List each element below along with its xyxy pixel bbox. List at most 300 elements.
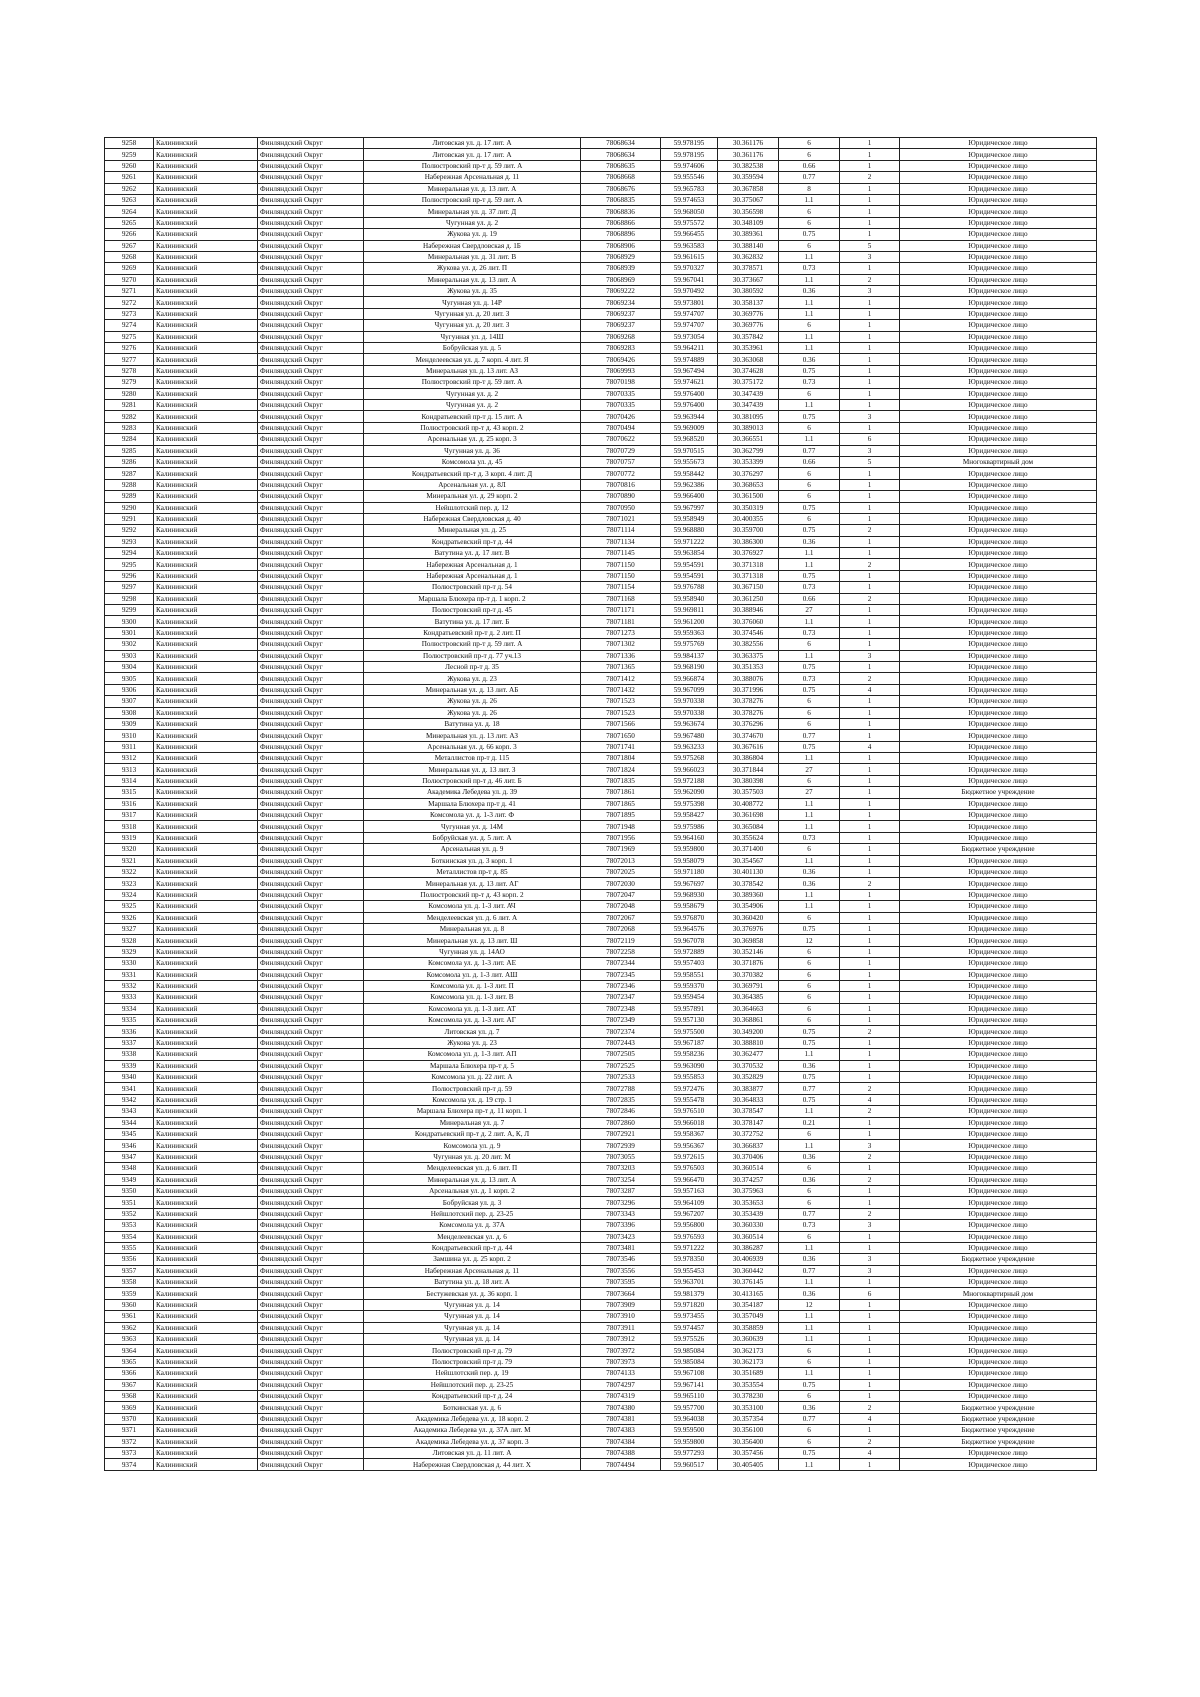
table-row [105, 1151, 1097, 1162]
row-number-cell: 9325 [105, 901, 154, 912]
value-cell: 0.36 [779, 1254, 840, 1265]
table-row [105, 263, 1097, 274]
address-cell: Комсомола ул. д. 1-3 лит. АЧ [364, 901, 581, 912]
longitude-cell: 30.375172 [718, 377, 779, 388]
row-number-cell: 9312 [105, 753, 154, 764]
row-number-cell: 9264 [105, 206, 154, 217]
latitude-cell: 59.973455 [661, 1311, 718, 1322]
latitude-cell: 59.964576 [661, 923, 718, 934]
value-cell: 0.36 [779, 1174, 840, 1185]
code-cell: 78073055 [581, 1151, 661, 1162]
address-cell: Жукова ул. д. 19 [364, 229, 581, 240]
code-cell: 78072048 [581, 901, 661, 912]
latitude-cell: 59.962386 [661, 479, 718, 490]
okrug-cell: Финляндский Округ [258, 1220, 364, 1231]
district-cell: Калининский [154, 1311, 258, 1322]
district-cell: Калининский [154, 491, 258, 502]
okrug-cell: Финляндский Округ [258, 1277, 364, 1288]
district-cell: Калининский [154, 1254, 258, 1265]
code-cell: 78070729 [581, 445, 661, 456]
okrug-cell: Финляндский Округ [258, 935, 364, 946]
latitude-cell: 59.972889 [661, 946, 718, 957]
count-cell: 2 [840, 559, 900, 570]
count-cell: 1 [840, 194, 900, 205]
count-cell: 1 [840, 320, 900, 331]
latitude-cell: 59.958949 [661, 513, 718, 524]
okrug-cell: Финляндский Округ [258, 194, 364, 205]
latitude-cell: 59.975769 [661, 639, 718, 650]
table-row [105, 980, 1097, 991]
district-cell: Калининский [154, 901, 258, 912]
address-cell: Комсомола ул. д. 19 стр. 1 [364, 1094, 581, 1105]
value-cell: 6 [779, 1425, 840, 1436]
row-number-cell: 9360 [105, 1299, 154, 1310]
address-cell: Комсомола ул. д. 1-3 лит. АГ [364, 1015, 581, 1026]
okrug-cell: Финляндский Округ [258, 787, 364, 798]
latitude-cell: 59.954591 [661, 559, 718, 570]
table-row [105, 1208, 1097, 1219]
count-cell: 2 [840, 1208, 900, 1219]
table-row [105, 1128, 1097, 1139]
address-cell: Полюстровский пр-т д. 43 корп. 2 [364, 422, 581, 433]
latitude-cell: 59.962090 [661, 787, 718, 798]
latitude-cell: 59.966455 [661, 229, 718, 240]
longitude-cell: 30.388140 [718, 240, 779, 251]
longitude-cell: 30.378147 [718, 1117, 779, 1128]
district-cell: Калининский [154, 1425, 258, 1436]
table-row [105, 491, 1097, 502]
code-cell: 78071168 [581, 593, 661, 604]
latitude-cell: 59.958427 [661, 810, 718, 821]
longitude-cell: 30.372752 [718, 1128, 779, 1139]
row-number-cell: 9273 [105, 308, 154, 319]
latitude-cell: 59.970338 [661, 707, 718, 718]
district-cell: Калининский [154, 1390, 258, 1401]
code-cell: 78071969 [581, 844, 661, 855]
row-number-cell: 9372 [105, 1436, 154, 1447]
row-number-cell: 9342 [105, 1094, 154, 1105]
row-number-cell: 9343 [105, 1106, 154, 1117]
district-cell: Калининский [154, 1128, 258, 1139]
okrug-cell: Финляндский Округ [258, 593, 364, 604]
table-row [105, 365, 1097, 376]
district-cell: Калининский [154, 422, 258, 433]
count-cell: 1 [840, 1128, 900, 1139]
value-cell: 0.73 [779, 377, 840, 388]
address-cell: Бестужевская ул. д. 36 корп. 1 [364, 1288, 581, 1299]
district-cell: Калининский [154, 741, 258, 752]
address-cell: Жукова ул. д. 26 [364, 696, 581, 707]
code-cell: 78071114 [581, 525, 661, 536]
count-cell: 2 [840, 274, 900, 285]
value-cell: 6 [779, 1185, 840, 1196]
value-cell: 0.75 [779, 1379, 840, 1390]
okrug-cell: Финляндский Округ [258, 764, 364, 775]
district-cell: Калининский [154, 479, 258, 490]
longitude-cell: 30.361698 [718, 810, 779, 821]
count-cell: 3 [840, 1265, 900, 1276]
latitude-cell: 59.976593 [661, 1231, 718, 1242]
table-row [105, 1015, 1097, 1026]
address-cell: Лесной пр-т д. 35 [364, 661, 581, 672]
address-cell: Арсенальная ул. д. 66 корп. 3 [364, 741, 581, 752]
category-cell: Юридическое лицо [900, 1390, 1097, 1401]
row-number-cell: 9310 [105, 730, 154, 741]
district-cell: Калининский [154, 1163, 258, 1174]
count-cell: 1 [840, 980, 900, 991]
code-cell: 78068635 [581, 160, 661, 171]
latitude-cell: 59.974889 [661, 354, 718, 365]
address-cell: Минеральная ул. д. 13 лит. АБ [364, 684, 581, 695]
category-cell: Юридическое лицо [900, 479, 1097, 490]
district-cell: Калининский [154, 365, 258, 376]
okrug-cell: Финляндский Округ [258, 1254, 364, 1265]
code-cell: 78069426 [581, 354, 661, 365]
table-row [105, 1334, 1097, 1345]
value-cell: 12 [779, 935, 840, 946]
value-cell: 1.1 [779, 343, 840, 354]
row-number-cell: 9290 [105, 502, 154, 513]
count-cell: 2 [840, 1026, 900, 1037]
row-number-cell: 9347 [105, 1151, 154, 1162]
district-cell: Калининский [154, 263, 258, 274]
latitude-cell: 59.967207 [661, 1208, 718, 1219]
longitude-cell: 30.367150 [718, 582, 779, 593]
row-number-cell: 9275 [105, 331, 154, 342]
district-cell: Калининский [154, 320, 258, 331]
latitude-cell: 59.959370 [661, 980, 718, 991]
okrug-cell: Финляндский Округ [258, 160, 364, 171]
count-cell: 3 [840, 445, 900, 456]
district-cell: Калининский [154, 1208, 258, 1219]
district-cell: Калининский [154, 1094, 258, 1105]
okrug-cell: Финляндский Округ [258, 1356, 364, 1367]
table-row [105, 923, 1097, 934]
value-cell: 0.75 [779, 1026, 840, 1037]
row-number-cell: 9371 [105, 1425, 154, 1436]
longitude-cell: 30.386300 [718, 536, 779, 547]
code-cell: 78073396 [581, 1220, 661, 1231]
address-cell: Ватутина ул. д. 18 [364, 718, 581, 729]
category-cell: Бюджетное учреждение [900, 1436, 1097, 1447]
district-cell: Калининский [154, 958, 258, 969]
okrug-cell: Финляндский Округ [258, 889, 364, 900]
value-cell: 8 [779, 183, 840, 194]
category-cell: Юридическое лицо [900, 867, 1097, 878]
value-cell: 6 [779, 1128, 840, 1139]
latitude-cell: 59.961200 [661, 616, 718, 627]
row-number-cell: 9270 [105, 274, 154, 285]
row-number-cell: 9348 [105, 1163, 154, 1174]
code-cell: 78072346 [581, 980, 661, 991]
value-cell: 0.77 [779, 172, 840, 183]
table-row [105, 730, 1097, 741]
okrug-cell: Финляндский Округ [258, 650, 364, 661]
longitude-cell: 30.347439 [718, 399, 779, 410]
district-cell: Калининский [154, 1402, 258, 1413]
code-cell: 78070622 [581, 434, 661, 445]
count-cell: 2 [840, 1151, 900, 1162]
code-cell: 78072067 [581, 912, 661, 923]
district-cell: Калининский [154, 1413, 258, 1424]
district-cell: Калининский [154, 582, 258, 593]
code-cell: 78072344 [581, 958, 661, 969]
table-row [105, 1322, 1097, 1333]
okrug-cell: Финляндский Округ [258, 821, 364, 832]
value-cell: 6 [779, 1231, 840, 1242]
latitude-cell: 59.966018 [661, 1117, 718, 1128]
category-cell: Юридическое лицо [900, 582, 1097, 593]
count-cell: 1 [840, 935, 900, 946]
district-cell: Калининский [154, 149, 258, 160]
category-cell: Юридическое лицо [900, 286, 1097, 297]
table-row [105, 240, 1097, 251]
value-cell: 6 [779, 844, 840, 855]
latitude-cell: 59.963701 [661, 1277, 718, 1288]
code-cell: 78069993 [581, 365, 661, 376]
code-cell: 78070198 [581, 377, 661, 388]
longitude-cell: 30.353399 [718, 456, 779, 467]
count-cell: 1 [840, 365, 900, 376]
value-cell: 0.77 [779, 1265, 840, 1276]
value-cell: 6 [779, 1436, 840, 1447]
category-cell: Юридическое лицо [900, 946, 1097, 957]
latitude-cell: 59.976870 [661, 912, 718, 923]
code-cell: 78071432 [581, 684, 661, 695]
table-row [105, 969, 1097, 980]
district-cell: Калининский [154, 377, 258, 388]
address-cell: Минеральная ул. д. 13 лит. АГ [364, 878, 581, 889]
value-cell: 27 [779, 787, 840, 798]
district-cell: Калининский [154, 343, 258, 354]
category-cell: Юридическое лицо [900, 616, 1097, 627]
latitude-cell: 59.976788 [661, 582, 718, 593]
address-cell: Ватутина ул. д. 17 лит. В [364, 548, 581, 559]
code-cell: 78069237 [581, 308, 661, 319]
district-cell: Калининский [154, 172, 258, 183]
value-cell: 1.1 [779, 1242, 840, 1253]
code-cell: 78072939 [581, 1140, 661, 1151]
code-cell: 78074319 [581, 1390, 661, 1401]
row-number-cell: 9345 [105, 1128, 154, 1139]
value-cell: 1.1 [779, 901, 840, 912]
row-number-cell: 9315 [105, 787, 154, 798]
row-number-cell: 9336 [105, 1026, 154, 1037]
count-cell: 1 [840, 787, 900, 798]
table-row [105, 1106, 1097, 1117]
value-cell: 0.75 [779, 365, 840, 376]
longitude-cell: 30.376060 [718, 616, 779, 627]
address-cell: Полюстровский пр-т д. 59 лит. А [364, 377, 581, 388]
count-cell: 3 [840, 1220, 900, 1231]
okrug-cell: Финляндский Округ [258, 616, 364, 627]
address-cell: Минеральная ул. д. 13 лит. А [364, 1174, 581, 1185]
code-cell: 78072349 [581, 1015, 661, 1026]
district-cell: Калининский [154, 627, 258, 638]
longitude-cell: 30.373667 [718, 274, 779, 285]
address-cell: Комсомола ул. д. 22 лит. А [364, 1072, 581, 1083]
district-cell: Калининский [154, 684, 258, 695]
address-cell: Чугунная ул. д. 2 [364, 217, 581, 228]
longitude-cell: 30.371996 [718, 684, 779, 695]
table-row [105, 354, 1097, 365]
category-cell: Юридическое лицо [900, 229, 1097, 240]
longitude-cell: 30.353554 [718, 1379, 779, 1390]
address-cell: Комсомола ул. д. 1-3 лит. АЕ [364, 958, 581, 969]
district-cell: Калининский [154, 286, 258, 297]
table-row [105, 810, 1097, 821]
okrug-cell: Финляндский Округ [258, 992, 364, 1003]
district-cell: Калининский [154, 605, 258, 616]
value-cell: 0.36 [779, 536, 840, 547]
latitude-cell: 59.964038 [661, 1413, 718, 1424]
table-row [105, 605, 1097, 616]
address-cell: Жукова ул. д. 35 [364, 286, 581, 297]
latitude-cell: 59.968190 [661, 661, 718, 672]
table-row [105, 297, 1097, 308]
address-cell: Нейшлотский пер. д. 19 [364, 1368, 581, 1379]
table-row [105, 388, 1097, 399]
table-row [105, 707, 1097, 718]
code-cell: 78073203 [581, 1163, 661, 1174]
address-cell: Полюстровский пр-т д. 46 лит. Б [364, 775, 581, 786]
okrug-cell: Финляндский Округ [258, 183, 364, 194]
value-cell: 6 [779, 320, 840, 331]
code-cell: 78068906 [581, 240, 661, 251]
table-row [105, 172, 1097, 183]
row-number-cell: 9291 [105, 513, 154, 524]
address-cell: Минеральная ул. д. 13 лит. З [364, 764, 581, 775]
table-row [105, 1197, 1097, 1208]
code-cell: 78068929 [581, 251, 661, 262]
code-cell: 78070494 [581, 422, 661, 433]
code-cell: 78068939 [581, 263, 661, 274]
address-cell: Комсомола ул. д. 1-3 лит. П [364, 980, 581, 991]
table-row [105, 331, 1097, 342]
count-cell: 1 [840, 810, 900, 821]
value-cell: 6 [779, 479, 840, 490]
category-cell: Юридическое лицо [900, 1072, 1097, 1083]
table-row [105, 1356, 1097, 1367]
latitude-cell: 59.964211 [661, 343, 718, 354]
table-row [105, 217, 1097, 228]
code-cell: 78073296 [581, 1197, 661, 1208]
latitude-cell: 59.975268 [661, 753, 718, 764]
row-number-cell: 9337 [105, 1037, 154, 1048]
row-number-cell: 9285 [105, 445, 154, 456]
value-cell: 0.77 [779, 730, 840, 741]
longitude-cell: 30.378230 [718, 1390, 779, 1401]
district-cell: Калининский [154, 1379, 258, 1390]
latitude-cell: 59.958079 [661, 855, 718, 866]
count-cell: 1 [840, 377, 900, 388]
longitude-cell: 30.382538 [718, 160, 779, 171]
okrug-cell: Финляндский Округ [258, 1140, 364, 1151]
table-row [105, 1242, 1097, 1253]
okrug-cell: Финляндский Округ [258, 525, 364, 536]
latitude-cell: 59.965110 [661, 1390, 718, 1401]
address-cell: Чугунная ул. д. 14М [364, 821, 581, 832]
row-number-cell: 9341 [105, 1083, 154, 1094]
code-cell: 78070950 [581, 502, 661, 513]
code-cell: 78072846 [581, 1106, 661, 1117]
table-row [105, 206, 1097, 217]
code-cell: 78072921 [581, 1128, 661, 1139]
table-row [105, 593, 1097, 604]
category-cell: Юридическое лицо [900, 935, 1097, 946]
row-number-cell: 9358 [105, 1277, 154, 1288]
longitude-cell: 30.360514 [718, 1163, 779, 1174]
category-cell: Юридическое лицо [900, 377, 1097, 388]
value-cell: 1.1 [779, 1049, 840, 1060]
row-number-cell: 9316 [105, 798, 154, 809]
category-cell: Юридическое лицо [900, 764, 1097, 775]
category-cell: Юридическое лицо [900, 388, 1097, 399]
count-cell: 1 [840, 1060, 900, 1071]
address-cell: Кондратьевский пр-т д. 44 [364, 1242, 581, 1253]
value-cell: 1.1 [779, 1311, 840, 1322]
district-cell: Калининский [154, 1322, 258, 1333]
longitude-cell: 30.356100 [718, 1425, 779, 1436]
code-cell: 78073972 [581, 1345, 661, 1356]
count-cell: 1 [840, 923, 900, 934]
address-cell: Нейшлотский пер. д. 12 [364, 502, 581, 513]
code-cell: 78069268 [581, 331, 661, 342]
code-cell: 78068896 [581, 229, 661, 240]
row-number-cell: 9302 [105, 639, 154, 650]
value-cell: 1.1 [779, 308, 840, 319]
category-cell: Юридическое лицо [900, 1242, 1097, 1253]
count-cell: 1 [840, 1356, 900, 1367]
okrug-cell: Финляндский Округ [258, 684, 364, 695]
value-cell: 1.1 [779, 650, 840, 661]
address-cell: Бобруйская ул. д. 5 лит. А [364, 832, 581, 843]
okrug-cell: Финляндский Округ [258, 354, 364, 365]
value-cell: 1.1 [779, 1322, 840, 1333]
category-cell: Юридическое лицо [900, 855, 1097, 866]
count-cell: 1 [840, 1277, 900, 1288]
district-cell: Калининский [154, 297, 258, 308]
longitude-cell: 30.350319 [718, 502, 779, 513]
count-cell: 4 [840, 1094, 900, 1105]
count-cell: 1 [840, 798, 900, 809]
code-cell: 78072788 [581, 1083, 661, 1094]
okrug-cell: Финляндский Округ [258, 1128, 364, 1139]
okrug-cell: Финляндский Округ [258, 1299, 364, 1310]
address-cell: Бобруйская ул. д. 5 [364, 343, 581, 354]
okrug-cell: Финляндский Округ [258, 1049, 364, 1060]
count-cell: 1 [840, 912, 900, 923]
row-number-cell: 9309 [105, 718, 154, 729]
longitude-cell: 30.374628 [718, 365, 779, 376]
latitude-cell: 59.971820 [661, 1299, 718, 1310]
latitude-cell: 59.957163 [661, 1185, 718, 1196]
count-cell: 1 [840, 821, 900, 832]
code-cell: 78074380 [581, 1402, 661, 1413]
count-cell: 5 [840, 240, 900, 251]
category-cell: Многоквартирный дом [900, 456, 1097, 467]
latitude-cell: 59.973054 [661, 331, 718, 342]
category-cell: Юридическое лицо [900, 878, 1097, 889]
row-number-cell: 9279 [105, 377, 154, 388]
code-cell: 78071523 [581, 707, 661, 718]
latitude-cell: 59.970515 [661, 445, 718, 456]
value-cell: 6 [779, 969, 840, 980]
district-cell: Калининский [154, 1288, 258, 1299]
district-cell: Калининский [154, 946, 258, 957]
district-cell: Калининский [154, 1231, 258, 1242]
value-cell: 0.75 [779, 684, 840, 695]
